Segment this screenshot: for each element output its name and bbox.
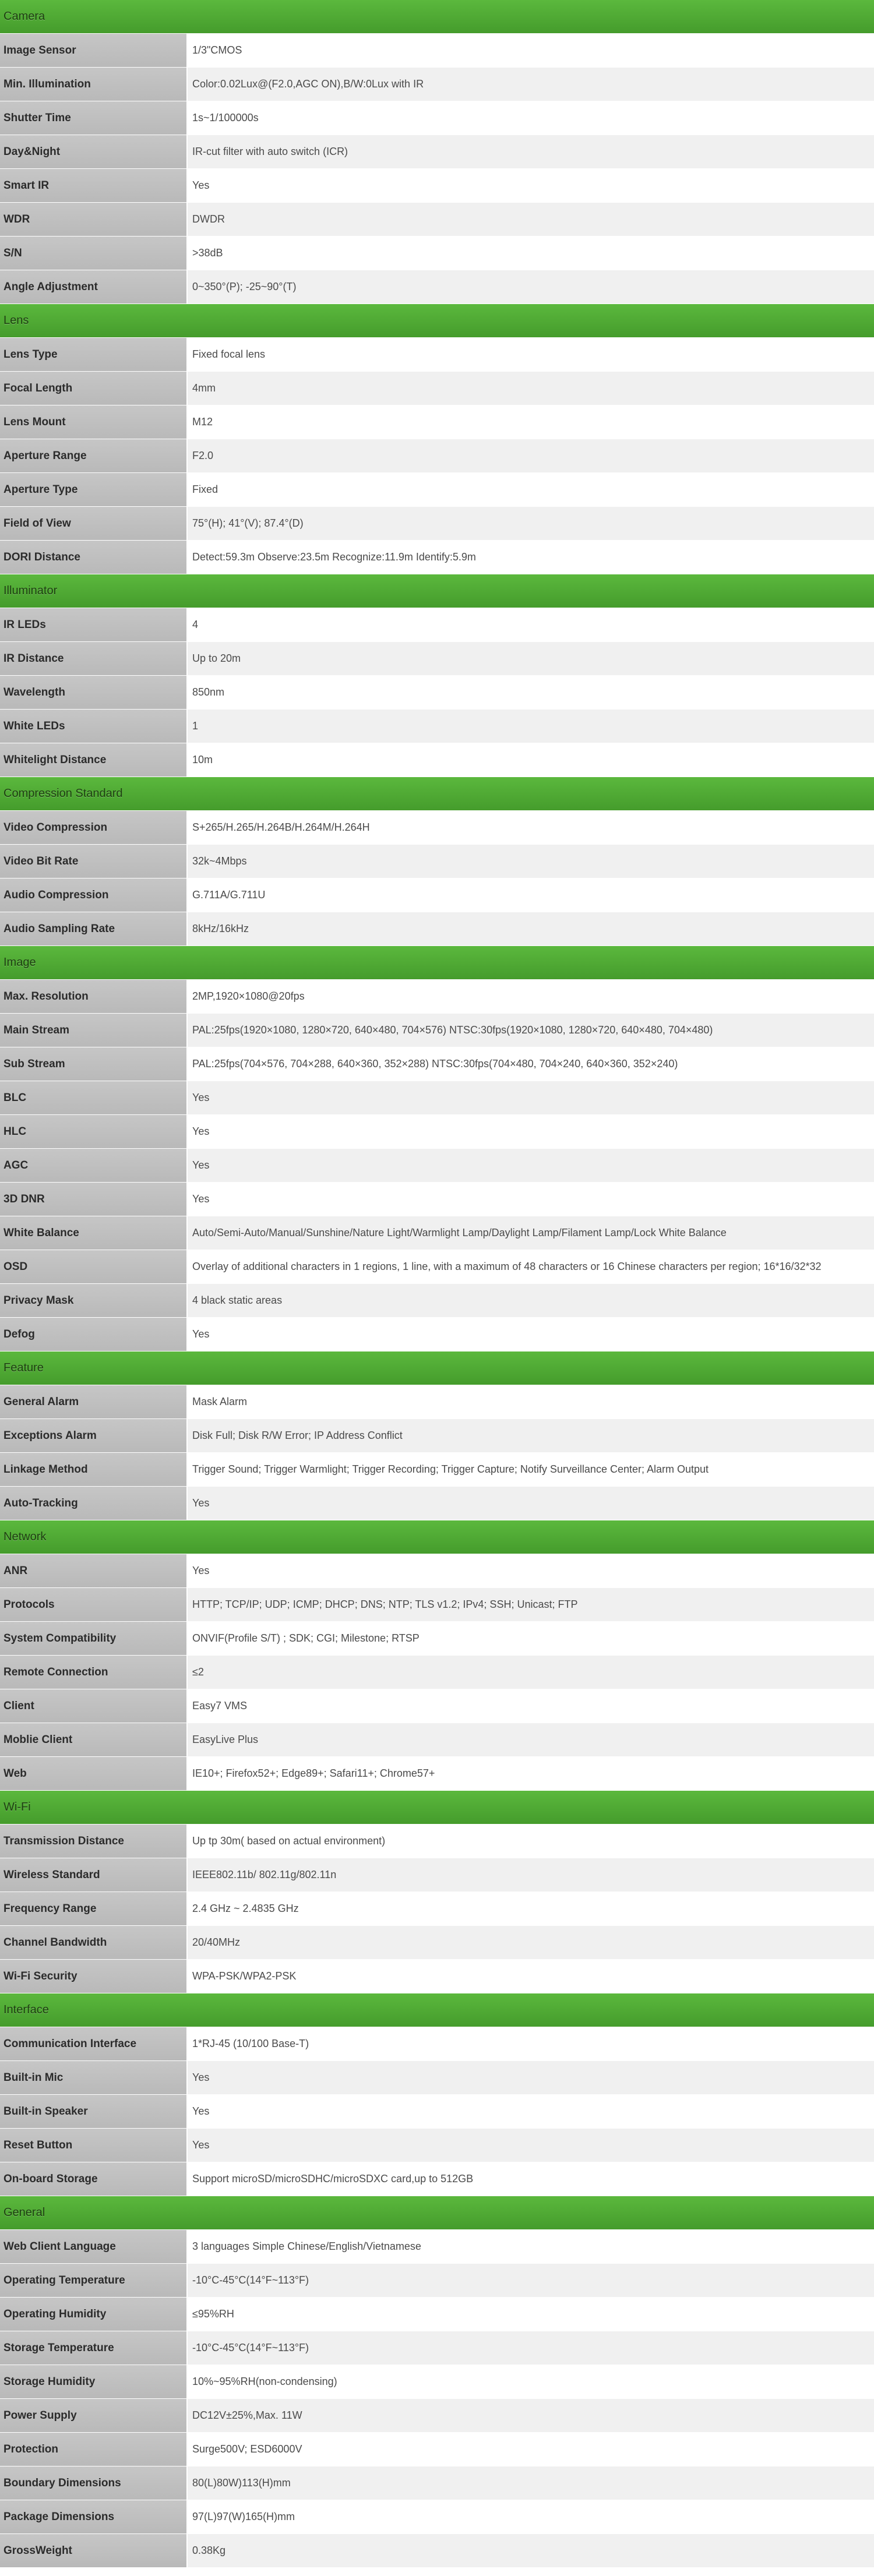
spec-value: WPA-PSK/WPA2-PSK (188, 1960, 874, 1993)
spec-row (0, 878, 874, 912)
spec-label: Protocols (0, 1588, 188, 1622)
spec-label: Image Sensor (0, 34, 188, 68)
spec-label: Sub Stream (0, 1047, 188, 1081)
section-title: Lens (0, 304, 874, 338)
spec-label: Boundary Dimensions (0, 2466, 188, 2500)
spec-label: Max. Resolution (0, 980, 188, 1014)
spec-row (0, 1825, 874, 1858)
spec-label: Auto-Tracking (0, 1487, 188, 1520)
section-title: General (0, 2196, 874, 2230)
spec-value: Fixed (188, 473, 874, 507)
spec-value: Detect:59.3m Observe:23.5m Recognize:11.9m Identify:5.9m (188, 541, 874, 574)
spec-row (0, 2433, 874, 2466)
spec-value: Overlay of additional characters in 1 regions, 1 line, with a maximum of 48 characters or 16 Chinese characters per region; 16*16/32*32 (188, 1250, 874, 1284)
spec-value: 75°(H); 41°(V); 87.4°(D) (188, 507, 874, 541)
spec-row (0, 642, 874, 676)
spec-value: 3 languages Simple Chinese/English/Vietnamese (188, 2230, 874, 2264)
spec-value: DWDR (188, 203, 874, 237)
spec-label: AGC (0, 1149, 188, 1183)
spec-row (0, 1216, 874, 1250)
section-header (0, 304, 874, 338)
section-header (0, 0, 874, 34)
spec-value: 0~350°(P); -25~90°(T) (188, 270, 874, 304)
spec-row (0, 1656, 874, 1689)
spec-value: Easy7 VMS (188, 1689, 874, 1723)
section-header (0, 2196, 874, 2230)
spec-value: Yes (188, 2061, 874, 2095)
spec-row (0, 135, 874, 169)
spec-label: Aperture Range (0, 439, 188, 473)
spec-row (0, 1757, 874, 1791)
spec-row (0, 608, 874, 642)
spec-row (0, 1858, 874, 1892)
spec-label: IR Distance (0, 642, 188, 676)
spec-label: Reset Button (0, 2129, 188, 2162)
spec-label: Smart IR (0, 169, 188, 203)
spec-row (0, 1284, 874, 1318)
spec-row (0, 203, 874, 237)
spec-value: EasyLive Plus (188, 1723, 874, 1757)
spec-value: S+265/H.265/H.264B/H.264M/H.264H (188, 811, 874, 845)
spec-label: Exceptions Alarm (0, 1419, 188, 1453)
spec-label: OSD (0, 1250, 188, 1284)
spec-row (0, 1318, 874, 1351)
spec-value: 2.4 GHz ~ 2.4835 GHz (188, 1892, 874, 1926)
spec-row (0, 1081, 874, 1115)
spec-row (0, 1453, 874, 1487)
spec-label: Angle Adjustment (0, 270, 188, 304)
spec-label: GrossWeight (0, 2534, 188, 2568)
section-title: Illuminator (0, 574, 874, 608)
spec-value: 10%~95%RH(non-condensing) (188, 2365, 874, 2399)
spec-value: 20/40MHz (188, 1926, 874, 1960)
spec-row (0, 1588, 874, 1622)
spec-row (0, 2027, 874, 2061)
spec-value: Disk Full; Disk R/W Error; IP Address Conflict (188, 1419, 874, 1453)
spec-label: Operating Humidity (0, 2298, 188, 2331)
spec-row (0, 1250, 874, 1284)
spec-label: Aperture Type (0, 473, 188, 507)
spec-label: Lens Mount (0, 405, 188, 439)
section-title: Network (0, 1520, 874, 1554)
section-header (0, 1520, 874, 1554)
spec-value: 2MP,1920×1080@20fps (188, 980, 874, 1014)
spec-label: BLC (0, 1081, 188, 1115)
spec-row (0, 507, 874, 541)
spec-value: Support microSD/microSDHC/microSDXC card,up to 512GB (188, 2162, 874, 2196)
spec-value: 1*RJ-45 (10/100 Base-T) (188, 2027, 874, 2061)
section-title: Feature (0, 1351, 874, 1385)
spec-label: Video Bit Rate (0, 845, 188, 878)
spec-value: Yes (188, 2129, 874, 2162)
spec-value: PAL:25fps(1920×1080, 1280×720, 640×480, 704×576) NTSC:30fps(1920×1080, 1280×720, 640×480, 704×480) (188, 1014, 874, 1047)
spec-label: DORI Distance (0, 541, 188, 574)
spec-row (0, 68, 874, 101)
spec-label: Whitelight Distance (0, 743, 188, 777)
spec-value: Yes (188, 2095, 874, 2129)
spec-label: Field of View (0, 507, 188, 541)
spec-row (0, 1487, 874, 1520)
spec-label: Built-in Speaker (0, 2095, 188, 2129)
spec-row (0, 1183, 874, 1216)
spec-row (0, 1689, 874, 1723)
spec-row (0, 2061, 874, 2095)
spec-row (0, 1115, 874, 1149)
spec-row (0, 2500, 874, 2534)
spec-value: -10°C-45°C(14°F~113°F) (188, 2331, 874, 2365)
spec-label: Channel Bandwidth (0, 1926, 188, 1960)
spec-label: Remote Connection (0, 1656, 188, 1689)
spec-value: F2.0 (188, 439, 874, 473)
spec-label: Package Dimensions (0, 2500, 188, 2534)
spec-row (0, 2230, 874, 2264)
spec-label: Storage Humidity (0, 2365, 188, 2399)
spec-label: Min. Illumination (0, 68, 188, 101)
spec-label: White LEDs (0, 710, 188, 743)
spec-value: Up tp 30m( based on actual environment) (188, 1825, 874, 1858)
spec-row (0, 1892, 874, 1926)
spec-value: HTTP; TCP/IP; UDP; ICMP; DHCP; DNS; NTP; TLS v1.2; IPv4; SSH; Unicast; FTP (188, 1588, 874, 1622)
spec-row (0, 1554, 874, 1588)
spec-value: >38dB (188, 237, 874, 270)
spec-label: Built-in Mic (0, 2061, 188, 2095)
spec-row (0, 2162, 874, 2196)
spec-value: Yes (188, 1081, 874, 1115)
spec-label: Wavelength (0, 676, 188, 710)
spec-label: Web (0, 1757, 188, 1791)
spec-row (0, 1622, 874, 1656)
section-header (0, 574, 874, 608)
spec-value: Color:0.02Lux@(F2.0,AGC ON),B/W:0Lux with IR (188, 68, 874, 101)
spec-label: Focal Length (0, 372, 188, 405)
spec-label: Client (0, 1689, 188, 1723)
spec-value: Fixed focal lens (188, 338, 874, 372)
spec-row (0, 743, 874, 777)
spec-label: Video Compression (0, 811, 188, 845)
spec-row (0, 676, 874, 710)
spec-row (0, 169, 874, 203)
spec-label: Wi-Fi Security (0, 1960, 188, 1993)
spec-value: Trigger Sound; Trigger Warmlight; Trigger Recording; Trigger Capture; Notify Surveillance Center; Alarm Output (188, 1453, 874, 1487)
spec-label: Moblie Client (0, 1723, 188, 1757)
spec-label: Privacy Mask (0, 1284, 188, 1318)
spec-row (0, 2466, 874, 2500)
spec-value: Yes (188, 1318, 874, 1351)
spec-label: Transmission Distance (0, 1825, 188, 1858)
spec-value: 1 (188, 710, 874, 743)
spec-row (0, 1960, 874, 1993)
spec-value: IR-cut filter with auto switch (ICR) (188, 135, 874, 169)
spec-value: 0.38Kg (188, 2534, 874, 2568)
spec-value: -10°C-45°C(14°F~113°F) (188, 2264, 874, 2298)
spec-value: 1s~1/100000s (188, 101, 874, 135)
spec-label: Web Client Language (0, 2230, 188, 2264)
spec-label: Frequency Range (0, 1892, 188, 1926)
spec-value: DC12V±25%,Max. 11W (188, 2399, 874, 2433)
spec-value: Mask Alarm (188, 1385, 874, 1419)
spec-row (0, 473, 874, 507)
spec-label: System Compatibility (0, 1622, 188, 1656)
spec-value: 8kHz/16kHz (188, 912, 874, 946)
spec-label: Linkage Method (0, 1453, 188, 1487)
spec-value: IEEE802.11b/ 802.11g/802.11n (188, 1858, 874, 1892)
spec-value: PAL:25fps(704×576, 704×288, 640×360, 352×288) NTSC:30fps(704×480, 704×240, 640×360, 352×240) (188, 1047, 874, 1081)
spec-value: Yes (188, 1149, 874, 1183)
spec-label: Power Supply (0, 2399, 188, 2433)
section-title: Interface (0, 1993, 874, 2027)
spec-row (0, 1723, 874, 1757)
spec-value: Yes (188, 1487, 874, 1520)
spec-value: ONVIF(Profile S/T) ; SDK; CGI; Milestone; RTSP (188, 1622, 874, 1656)
spec-row (0, 811, 874, 845)
spec-label: Audio Sampling Rate (0, 912, 188, 946)
spec-row (0, 2365, 874, 2399)
spec-row (0, 1419, 874, 1453)
spec-value: 10m (188, 743, 874, 777)
spec-value: 4 (188, 608, 874, 642)
spec-value: G.711A/G.711U (188, 878, 874, 912)
spec-row (0, 912, 874, 946)
spec-label: 3D DNR (0, 1183, 188, 1216)
spec-label: HLC (0, 1115, 188, 1149)
spec-value: Yes (188, 1183, 874, 1216)
spec-row (0, 541, 874, 574)
spec-label: Wireless Standard (0, 1858, 188, 1892)
spec-row (0, 710, 874, 743)
spec-value: 80(L)80W)113(H)mm (188, 2466, 874, 2500)
spec-label: WDR (0, 203, 188, 237)
spec-row (0, 34, 874, 68)
spec-row (0, 101, 874, 135)
section-title: Camera (0, 0, 874, 34)
spec-value: M12 (188, 405, 874, 439)
spec-label: ANR (0, 1554, 188, 1588)
spec-row (0, 439, 874, 473)
spec-row (0, 1149, 874, 1183)
spec-value: ≤2 (188, 1656, 874, 1689)
section-title: Image (0, 946, 874, 980)
spec-label: Protection (0, 2433, 188, 2466)
spec-label: On-board Storage (0, 2162, 188, 2196)
spec-row (0, 1926, 874, 1960)
spec-row (0, 338, 874, 372)
spec-label: S/N (0, 237, 188, 270)
spec-label: White Balance (0, 1216, 188, 1250)
spec-row (0, 270, 874, 304)
spec-label: Day&Night (0, 135, 188, 169)
section-header (0, 777, 874, 811)
spec-label: Lens Type (0, 338, 188, 372)
section-title: Wi-Fi (0, 1791, 874, 1825)
spec-label: Storage Temperature (0, 2331, 188, 2365)
spec-row (0, 1047, 874, 1081)
spec-row (0, 2399, 874, 2433)
spec-value: Yes (188, 1115, 874, 1149)
spec-label: Operating Temperature (0, 2264, 188, 2298)
spec-value: 850nm (188, 676, 874, 710)
spec-value: Auto/Semi-Auto/Manual/Sunshine/Nature Light/Warmlight Lamp/Daylight Lamp/Filament Lamp/Lock White Balance (188, 1216, 874, 1250)
section-header (0, 946, 874, 980)
spec-label: Shutter Time (0, 101, 188, 135)
spec-value: IE10+; Firefox52+; Edge89+; Safari11+; Chrome57+ (188, 1757, 874, 1791)
spec-row (0, 1014, 874, 1047)
spec-value: Up to 20m (188, 642, 874, 676)
spec-row (0, 372, 874, 405)
spec-value: Yes (188, 169, 874, 203)
spec-value: 4 black static areas (188, 1284, 874, 1318)
spec-label: Main Stream (0, 1014, 188, 1047)
spec-row (0, 1385, 874, 1419)
spec-label: General Alarm (0, 1385, 188, 1419)
spec-value: Yes (188, 1554, 874, 1588)
spec-label: Defog (0, 1318, 188, 1351)
spec-row (0, 2331, 874, 2365)
section-title: Compression Standard (0, 777, 874, 811)
section-header (0, 1351, 874, 1385)
spec-label: Audio Compression (0, 878, 188, 912)
spec-value: ≤95%RH (188, 2298, 874, 2331)
spec-row (0, 845, 874, 878)
spec-row (0, 2534, 874, 2568)
spec-value: 4mm (188, 372, 874, 405)
spec-row (0, 237, 874, 270)
spec-value: 1/3"CMOS (188, 34, 874, 68)
spec-row (0, 980, 874, 1014)
spec-row (0, 2129, 874, 2162)
section-header (0, 1993, 874, 2027)
spec-row (0, 405, 874, 439)
spec-label: IR LEDs (0, 608, 188, 642)
spec-value: 97(L)97(W)165(H)mm (188, 2500, 874, 2534)
spec-row (0, 2298, 874, 2331)
spec-value: Surge500V; ESD6000V (188, 2433, 874, 2466)
spec-label: Communication Interface (0, 2027, 188, 2061)
spec-row (0, 2095, 874, 2129)
spec-row (0, 2264, 874, 2298)
section-header (0, 1791, 874, 1825)
spec-value: 32k~4Mbps (188, 845, 874, 878)
